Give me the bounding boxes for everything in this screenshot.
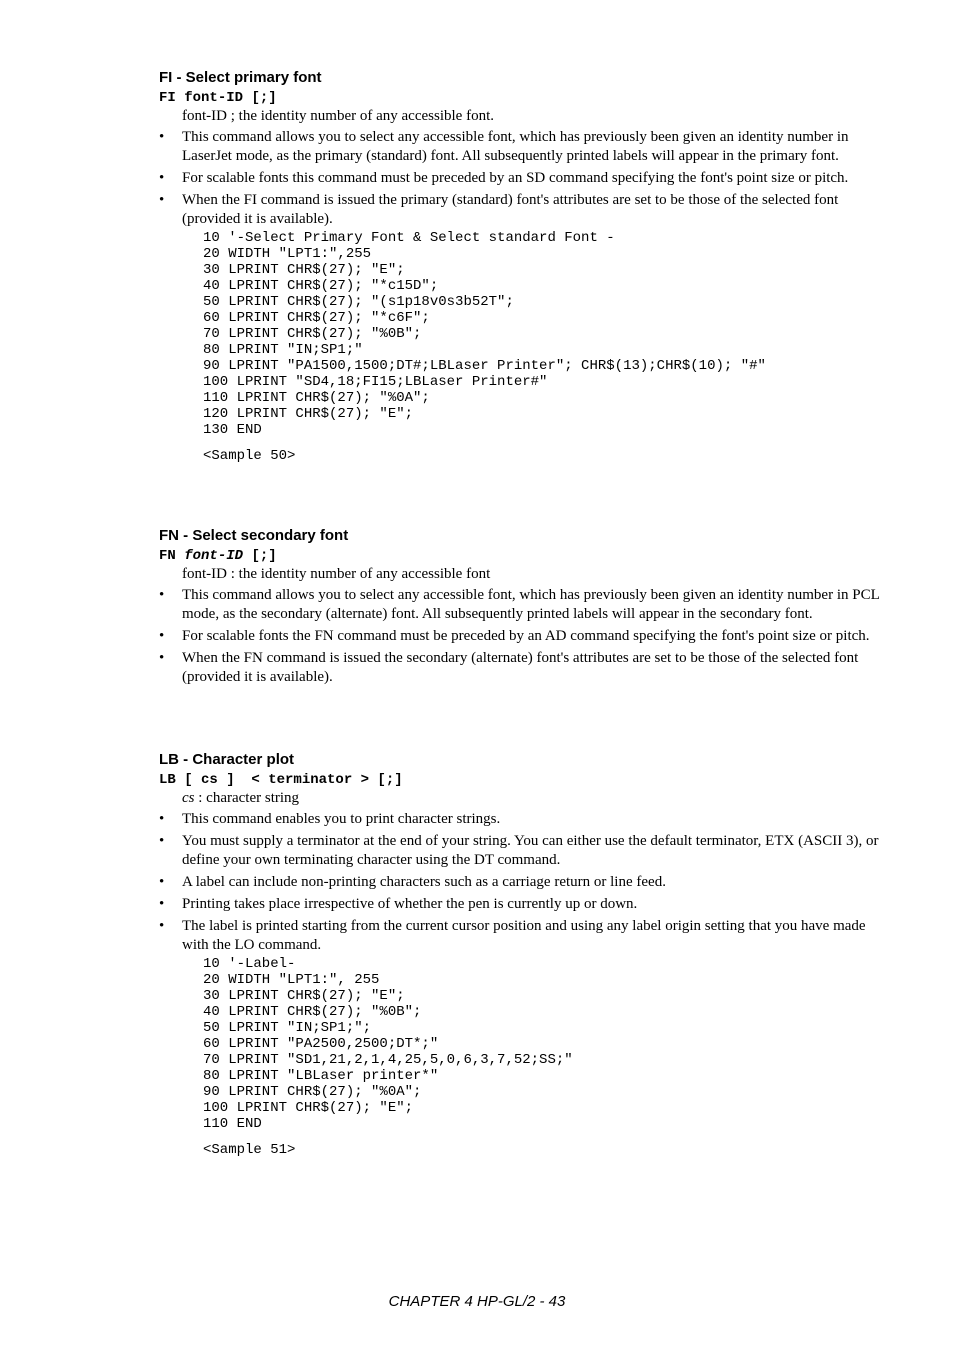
bullet-icon: • bbox=[159, 918, 165, 934]
bullet-icon: • bbox=[159, 896, 165, 912]
code-line: 80 LPRINT "LBLaser printer*" bbox=[203, 1068, 439, 1084]
bullet-list bbox=[159, 128, 889, 229]
list-item: • This command allows you to select any accessible font, which has previously been given an identity number in LaserJet mode, as the primary (standard) font. All subsequently printed labels will appear in the primary font. bbox=[159, 129, 849, 164]
parameter-description: cs : character string bbox=[182, 790, 300, 806]
bullet-icon: • bbox=[159, 192, 165, 208]
syntax-parameter: font-ID bbox=[184, 90, 244, 106]
parameter-description: font-ID ; the identity number of any accessible font. bbox=[182, 108, 494, 124]
section-lb bbox=[159, 750, 889, 1158]
code-listing bbox=[203, 956, 889, 1132]
syntax-parameter: font-ID bbox=[184, 548, 244, 564]
page-footer: CHAPTER 4 HP-GL/2 - 43 bbox=[388, 1293, 566, 1310]
list-item: • You must supply a terminator at the end of your string. You can either use the default terminator, ETX (ASCII 3), or define your own terminating character using the DT command. bbox=[159, 833, 879, 868]
parameter-name: cs bbox=[182, 790, 195, 806]
bullet-icon: • bbox=[159, 811, 165, 827]
code-line: 40 LPRINT CHR$(27); "*c15D"; bbox=[203, 278, 439, 294]
code-line: 80 LPRINT "IN;SP1;" bbox=[203, 342, 363, 358]
command-syntax bbox=[159, 89, 889, 107]
list-item: • A label can include non-printing characters such as a carriage return or line feed. bbox=[159, 874, 666, 890]
code-line: 100 LPRINT "SD4,18;FI15;LBLaser Printer#" bbox=[203, 374, 548, 390]
code-line: 20 WIDTH "LPT1:",255 bbox=[203, 246, 372, 262]
code-listing bbox=[203, 230, 889, 438]
code-line: 20 WIDTH "LPT1:", 255 bbox=[203, 972, 380, 988]
code-line: 90 LPRINT CHR$(27); "%0A"; bbox=[203, 1084, 422, 1100]
parameter-description: font-ID : the identity number of any accessible font bbox=[182, 566, 491, 582]
bullet-icon: • bbox=[159, 874, 165, 890]
code-line: 50 LPRINT "IN;SP1;"; bbox=[203, 1020, 372, 1036]
code-line: 30 LPRINT CHR$(27); "E"; bbox=[203, 262, 405, 278]
bullet-list bbox=[159, 810, 889, 955]
list-item: • The label is printed starting from the current cursor position and using any label origin setting that you have made with the LO command. bbox=[159, 918, 866, 953]
syntax-terminator: [;] bbox=[251, 90, 277, 106]
syntax-terminator: [;] bbox=[251, 548, 277, 564]
code-line: 10 '-Select Primary Font & Select standard Font - bbox=[203, 230, 615, 246]
syntax-command: FN bbox=[159, 548, 176, 564]
bullet-icon: • bbox=[159, 587, 165, 603]
sample-caption: <Sample 51> bbox=[203, 1142, 296, 1158]
section-heading: FI - Select primary font bbox=[159, 69, 322, 86]
sample-caption: <Sample 50> bbox=[203, 448, 296, 464]
list-item: • For scalable fonts the FN command must be preceded by an AD command specifying the font's point size or pitch. bbox=[159, 628, 870, 644]
code-line: 60 LPRINT "PA2500,2500;DT*;" bbox=[203, 1036, 439, 1052]
section-fi bbox=[159, 68, 889, 464]
code-line: 60 LPRINT CHR$(27); "*c6F"; bbox=[203, 310, 430, 326]
code-line: 110 END bbox=[203, 1116, 262, 1132]
bullet-icon: • bbox=[159, 170, 165, 186]
list-item: • For scalable fonts this command must be preceded by an SD command specifying the font's point size or pitch. bbox=[159, 170, 849, 186]
code-line: 70 LPRINT CHR$(27); "%0B"; bbox=[203, 326, 422, 342]
code-line: 10 '-Label- bbox=[203, 956, 296, 972]
code-line: 30 LPRINT CHR$(27); "E"; bbox=[203, 988, 405, 1004]
section-heading: LB - Character plot bbox=[159, 751, 295, 768]
command-syntax bbox=[159, 547, 889, 565]
list-item: • Printing takes place irrespective of whether the pen is currently up or down. bbox=[159, 896, 638, 912]
list-item: • When the FI command is issued the primary (standard) font's attributes are set to be those of the selected font (provided it is available). bbox=[159, 192, 839, 227]
section-fn bbox=[159, 526, 889, 690]
section-heading: FN - Select secondary font bbox=[159, 527, 349, 544]
bullet-icon: • bbox=[159, 650, 165, 666]
list-item: • This command allows you to select any accessible font, which has previously been given an identity number in PCL mode, as the secondary (alternate) font. All subsequently printed labels will appear in the secondary font. bbox=[159, 587, 880, 622]
code-line: 110 LPRINT CHR$(27); "%0A"; bbox=[203, 390, 430, 406]
command-syntax: LB [ cs ] < terminator > [;] bbox=[159, 772, 403, 788]
code-line: 90 LPRINT "PA1500,1500;DT#;LBLaser Printer"; CHR$(13);CHR$(10); "#" bbox=[203, 358, 766, 374]
code-line: 100 LPRINT CHR$(27); "E"; bbox=[203, 1100, 414, 1116]
code-line: 50 LPRINT CHR$(27); "(s1p18v0s3b52T"; bbox=[203, 294, 514, 310]
list-item: • When the FN command is issued the secondary (alternate) font's attributes are set to be those of the selected font (provided it is available). bbox=[159, 650, 859, 685]
code-line: 70 LPRINT "SD1,21,2,1,4,25,5,0,6,3,7,52;SS;" bbox=[203, 1052, 573, 1068]
code-line: 130 END bbox=[203, 422, 262, 438]
code-line: 120 LPRINT CHR$(27); "E"; bbox=[203, 406, 414, 422]
bullet-icon: • bbox=[159, 628, 165, 644]
syntax-command: FI bbox=[159, 90, 176, 106]
list-item: • This command enables you to print character strings. bbox=[159, 811, 501, 827]
bullet-icon: • bbox=[159, 129, 165, 145]
bullet-icon: • bbox=[159, 833, 165, 849]
bullet-list bbox=[159, 586, 889, 687]
code-line: 40 LPRINT CHR$(27); "%0B"; bbox=[203, 1004, 422, 1020]
